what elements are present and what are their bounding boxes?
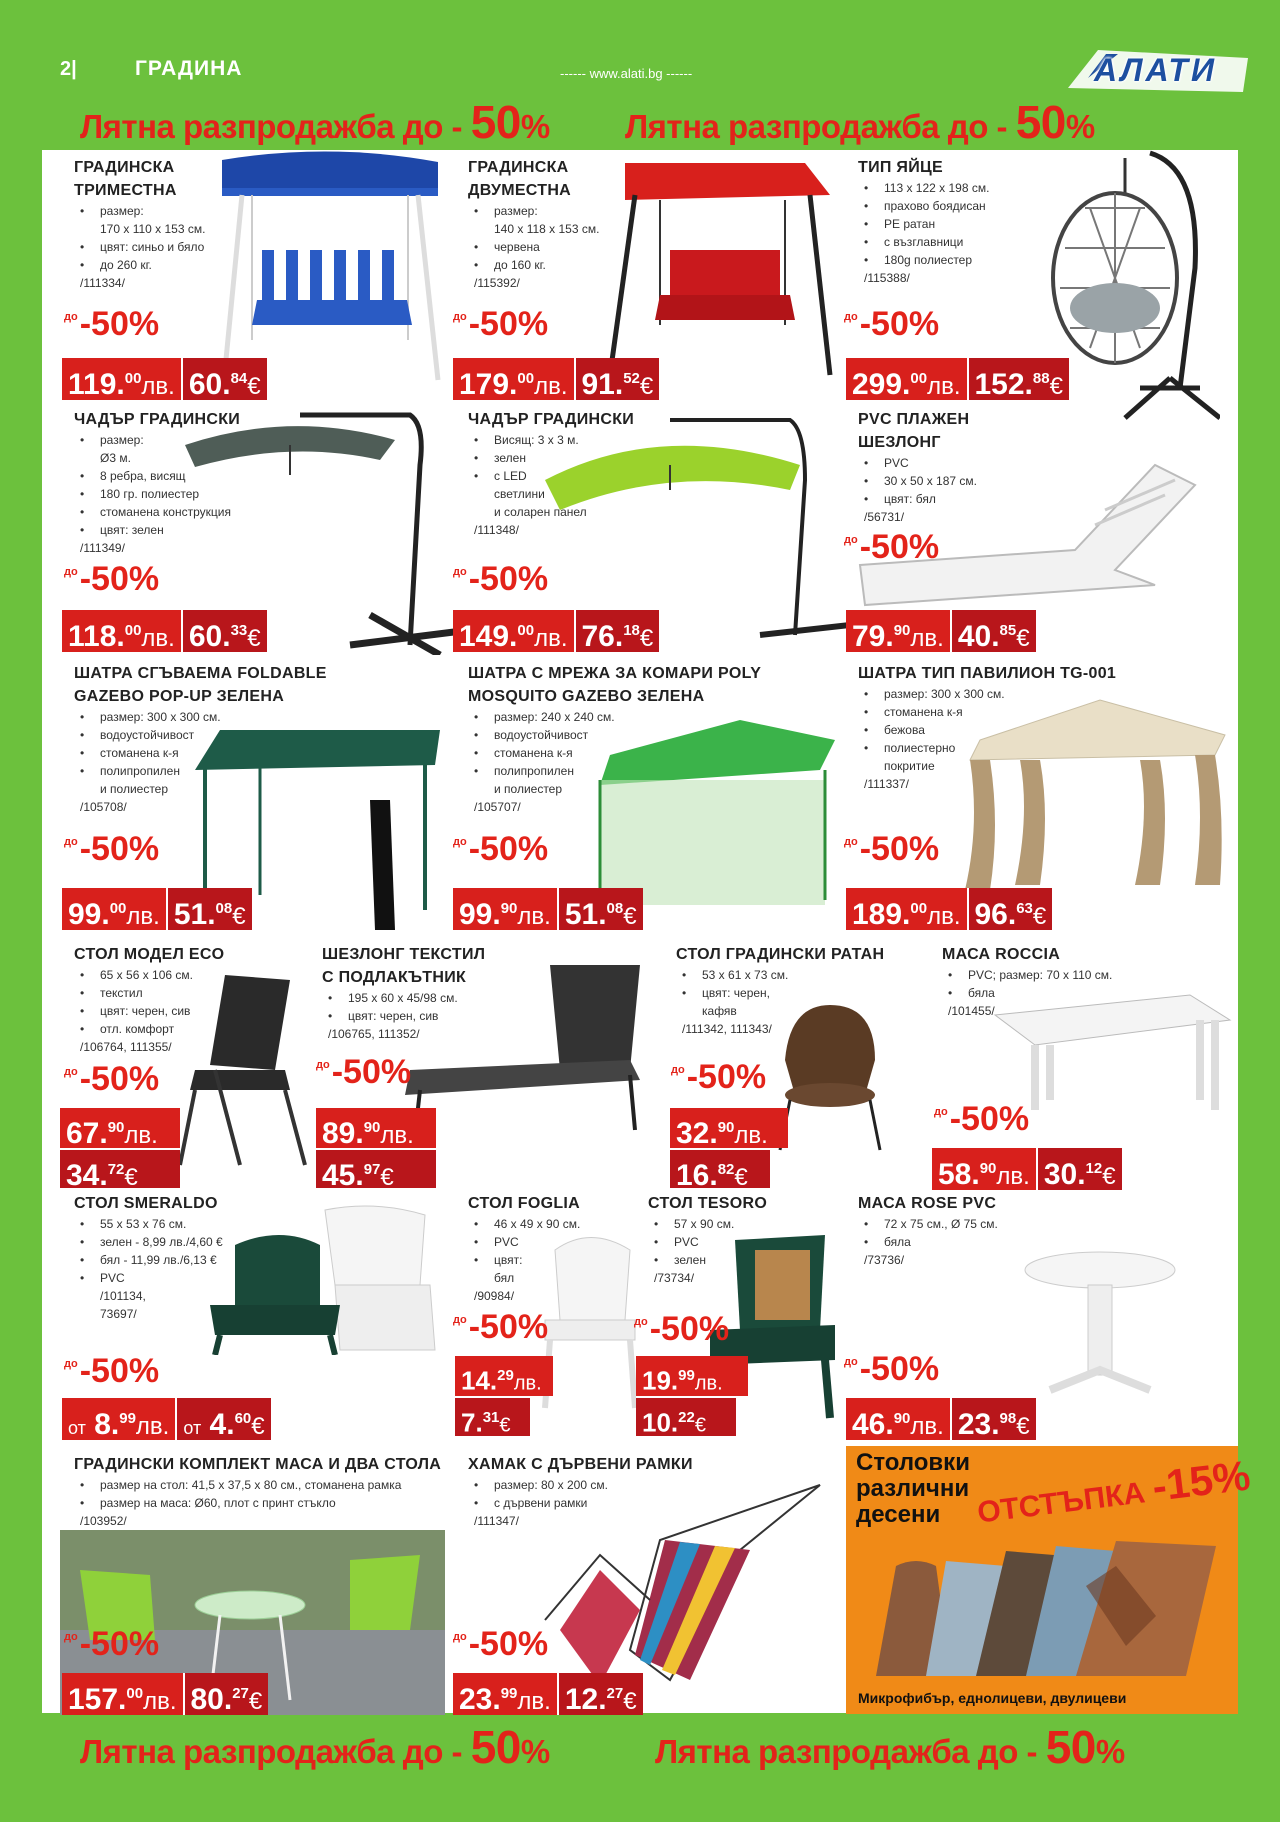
product-code: /73734/ [654,1271,695,1285]
discount-badge: $^{до}$-50% [453,1625,549,1663]
product-specs: • 46 х 49 х 90 см. • PVC • цвят: бял [474,1215,580,1287]
product-umbrella-led[interactable] [468,408,634,539]
product-swing-3seat[interactable] [74,156,205,292]
new-price: 51.08€ [557,888,643,930]
product-code: /101455/ [948,1004,995,1018]
new-price: 16.82€ [670,1148,770,1188]
product-garden-set[interactable] [74,1453,441,1530]
old-price: 79.90лв. [846,610,950,652]
old-price: 179.00лв. [453,358,574,400]
page-number: 2| [60,58,77,80]
product-table-rose[interactable] [858,1192,998,1269]
site-url[interactable]: ------ www.alati.bg ------ [560,66,693,81]
new-price: 60.33€ [181,610,267,652]
price-tag [932,1148,1122,1190]
promo-discount: ОТСТЪПКА -15% [975,1451,1253,1530]
product-table-roccia[interactable] [942,943,1112,1020]
swing-2seat-image [605,155,835,380]
product-title: ШАТРА СГЪВАЕМА FOLDABLE GAZEBO POP-UP ЗЕЛЕНА [74,665,327,705]
product-title: ЧАДЪР ГРАДИНСКИ [74,411,241,428]
price-tag [60,1108,180,1192]
new-price: 40.85€ [950,610,1036,652]
discount-badge: $^{до}$-50% [934,1100,1030,1138]
product-specs: • 113 х 122 х 198 см. • прахово боядисан • PE ратан • с възглавници • 180g полиестер [864,179,989,269]
old-price: 118.00лв. [62,610,181,652]
price-tag [62,888,252,930]
product-umbrella-grey[interactable] [74,408,240,557]
product-specs: • размер: 140 х 118 х 153 см. • червена • до 160 кг. [474,202,599,274]
section-title: ГРАДИНА [135,57,243,80]
discount-badge: $^{до}$-50% [844,830,940,868]
old-price: 23.99лв. [453,1673,557,1715]
product-title: ГРАДИНСКИ КОМПЛЕКТ МАСА И ДВА СТОЛА [74,1456,442,1473]
new-price: 152.88€ [967,358,1069,400]
discount-badge: $^{до}$-50% [64,1352,160,1390]
new-price: 96.63€ [967,888,1053,930]
product-specs: • размер: 300 х 300 см. • стоманена к-я • бежова • полиестерно покритие [864,685,1116,775]
new-price: 34.72€ [60,1148,180,1188]
discount-badge: $^{до}$-50% [671,1058,767,1096]
product-egg-chair[interactable] [858,156,989,287]
discount-badge: $^{до}$-50% [64,560,160,598]
discount-badge: $^{до}$-50% [453,305,549,343]
old-price: 46.90лв. [846,1398,950,1440]
product-specs: • 195 х 60 х 45/98 см. • цвят: черен, сив [328,989,485,1025]
old-price: 119.00лв. [62,358,181,400]
product-swing-2seat[interactable] [468,156,599,292]
new-price: 12.27€ [557,1673,643,1715]
new-price: 76.18€ [574,610,660,652]
brand-logo[interactable]: АЛАТИ [1058,48,1253,94]
old-price: 67.90лв. [60,1108,180,1148]
product-code: /56731/ [864,510,905,524]
discount-badge: $^{до}$-50% [64,305,160,343]
product-specs: • Висящ: 3 х 3 м. • зелен • с LED светлини и соларен панел [474,431,634,521]
product-specs: • размер на стол: 41,5 х 37,5 х 80 см., стоманена рамка • размер на маса: Ø60, плот с принт стъкло [80,1476,441,1512]
cushions-image [856,1526,1231,1686]
old-price: 99.00лв. [62,888,166,930]
product-pavilion[interactable] [858,662,1116,793]
product-specs: • размер: 80 х 200 см. • с дървени рамки [474,1476,693,1512]
discount-badge: $^{до}$-50% [64,1625,160,1663]
page-header [0,0,1280,100]
sale-banner-top-left: Лятна разпродажба до - 50% [80,96,550,148]
old-price: 19.99лв. [636,1356,748,1396]
new-price: от 4.60€ [175,1398,270,1440]
product-hammock[interactable] [468,1453,693,1530]
product-title: МАСА ROSE PVC [858,1195,997,1212]
price-tag [453,888,643,930]
product-code: /111337/ [864,777,909,791]
old-price: 189.00лв. [846,888,967,930]
price-tag [670,1108,788,1192]
price-tag [846,888,1052,930]
product-specs: • 55 х 53 х 76 см. • зелен - 8,99 лв./4,60 € • бял - 11,99 лв./6,13 € • PVC /101134, 73697/ [80,1215,223,1323]
cushions-promo[interactable] [846,1446,1253,1714]
swing-3seat-image [212,150,448,390]
product-code: /115392/ [474,276,520,290]
old-price: 58.90лв. [932,1148,1036,1190]
old-price: от 8.99лв. [62,1398,175,1440]
old-price: 32.90лв. [670,1108,788,1148]
product-code: /105707/ [474,800,521,814]
product-specs: • PVC; размер: 70 х 110 см. • бяла [948,966,1112,1002]
price-tag [846,610,1036,652]
product-title: ЧАДЪР ГРАДИНСКИ [468,411,635,428]
product-code: /103952/ [80,1514,127,1528]
old-price: 89.90лв. [316,1108,436,1148]
new-price: 10.22€ [636,1396,736,1436]
product-gazebo-mosquito[interactable] [468,662,761,816]
new-price: 51.08€ [166,888,252,930]
product-code: /111348/ [474,523,519,537]
sale-banner-top-right: Лятна разпродажба до - 50% [625,96,1095,148]
product-code: /106765, 111352/ [328,1027,420,1041]
price-tag [453,358,659,400]
product-code: /105708/ [80,800,127,814]
discount-badge: $^{до}$-50% [64,830,160,868]
product-specs: • размер: Ø3 м. • 8 ребра, висящ • 180 гр. полиестер • стоманена конструкция • цвят: зелен [80,431,240,539]
product-code: /115388/ [864,271,910,285]
new-price: 7.31€ [455,1396,530,1436]
product-code: /111347/ [474,1514,519,1528]
price-tag [455,1356,553,1436]
product-lounger-pvc[interactable] [858,408,977,526]
product-gazebo-green[interactable] [74,662,327,816]
product-title: МАСА ROCCIA [942,946,1061,963]
new-price: 45.97€ [316,1148,436,1188]
new-price: 80.27€ [183,1673,269,1715]
new-price: 30.12€ [1036,1148,1122,1190]
old-price: 14.29лв. [455,1356,553,1396]
price-tag [846,1398,1036,1440]
price-tag [636,1356,748,1436]
product-chair-tesoro[interactable] [648,1192,767,1287]
price-tag [316,1108,436,1192]
product-chair-foglia[interactable] [468,1192,580,1305]
discount-badge: $^{до}$-50% [453,830,549,868]
new-price: 91.52€ [574,358,660,400]
table-rose-image [1020,1250,1180,1400]
discount-badge: $^{до}$-50% [844,305,940,343]
product-code: /90984/ [474,1289,515,1303]
old-price: 99.90лв. [453,888,557,930]
product-title: ХАМАК С ДЪРВЕНИ РАМКИ [468,1456,693,1473]
sale-banner-bottom-right: Лятна разпродажба до - 50% [655,1721,1125,1773]
product-lounger-textile[interactable] [322,943,485,1043]
discount-badge: $^{до}$-50% [453,1308,549,1346]
old-price: 157.00лв. [62,1673,183,1715]
chair-smeraldo-image [205,1205,450,1355]
product-title: СТОЛ SMERALDO [74,1195,218,1212]
product-title: ТИП ЯЙЦЕ [858,159,943,176]
product-code: /111334/ [80,276,125,290]
product-title: ШАТРА ТИП ПАВИЛИОН TG-001 [858,665,1117,682]
price-tag [62,610,267,652]
product-specs: • размер: 170 х 110 х 153 см. • цвят: синьо и бяло • до 260 кг. [80,202,205,274]
product-specs: • 53 х 61 х 73 см. • цвят: черен, кафяв [682,966,884,1020]
discount-badge: $^{до}$-50% [64,1060,160,1098]
product-title: СТОЛ FOGLIA [468,1195,580,1212]
product-specs: • PVC • 30 х 50 х 187 см. • цвят: бял [864,454,977,508]
product-title: СТОЛ TESORO [648,1195,768,1212]
price-tag [453,1673,643,1715]
product-title: СТОЛ МОДЕЛ ECO [74,946,225,963]
discount-badge: $^{до}$-50% [634,1310,730,1348]
product-specs: • 57 х 90 см. • PVC • зелен [654,1215,767,1269]
product-code: /73736/ [864,1253,905,1267]
discount-badge: $^{до}$-50% [453,560,549,598]
product-title: ГРАДИНСКА ТРИМЕСТНА [74,159,177,199]
product-specs: • 72 х 75 см., Ø 75 см. • бяла [864,1215,998,1251]
product-code: /106764, 111355/ [80,1040,172,1054]
old-price: 299.00лв. [846,358,967,400]
product-title: PVC ПЛАЖЕН ШЕЗЛОНГ [858,411,970,451]
new-price: 23.98€ [950,1398,1036,1440]
product-title: СТОЛ ГРАДИНСКИ РАТАН [676,946,885,963]
price-tag [62,1673,268,1715]
discount-badge: $^{до}$-50% [844,528,940,566]
product-chair-smeraldo[interactable] [74,1192,223,1323]
product-specs: • 65 х 56 х 106 см. • текстил • цвят: черен, сив • отл. комфорт [80,966,224,1038]
product-code: /111342, 111343/ [682,1022,772,1036]
product-code: /111349/ [80,541,125,555]
price-tag [62,1398,271,1440]
new-price: 60.84€ [181,358,267,400]
product-title: ГРАДИНСКА ДВУМЕСТНА [468,159,572,199]
product-title: ШЕЗЛОНГ ТЕКСТИЛ С ПОДЛАКЪТНИК [322,946,486,986]
product-chair-rattan[interactable] [676,943,884,1038]
price-tag [62,358,267,400]
discount-badge: $^{до}$-50% [844,1350,940,1388]
discount-badge: $^{до}$-50% [316,1053,412,1091]
product-chair-eco[interactable] [74,943,224,1056]
old-price: 149.00лв. [453,610,574,652]
product-specs: • размер: 240 х 240 см. • водоустойчивост • стоманена к-я • полипропилен и полиестер [474,708,761,798]
promo-title: Столовки различни десени [856,1449,970,1528]
price-tag [453,610,659,652]
promo-footer: Микрофибър, еднолицеви, двулицеви [858,1690,1127,1706]
sale-banner-bottom-left: Лятна разпродажба до - 50% [80,1721,550,1773]
price-tag [846,358,1069,400]
product-specs: • размер: 300 х 300 см. • водоустойчивост • стоманена к-я • полипропилен и полиестер [80,708,327,798]
product-title: ШАТРА С МРЕЖА ЗА КОМАРИ POLY MOSQUITO GAZEBO ЗЕЛЕНА [468,665,762,705]
